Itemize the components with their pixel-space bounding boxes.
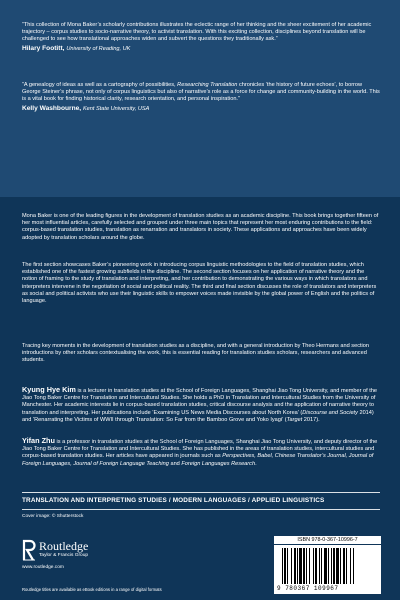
barcode [274,537,381,594]
endorsement [22,82,382,113]
barcode-bar [340,548,341,584]
barcode-bar [350,548,351,584]
endorsement [22,22,382,53]
barcode-bar [321,548,322,584]
editor-name: Kyung Hye Kim [22,385,76,394]
barcode-bar [303,548,305,584]
barcode-bar [284,548,286,584]
barcode-bar [282,548,283,584]
endorsements-panel [0,0,400,197]
barcode-bar [313,548,314,584]
description-paragraph: Tracing key moments in the development of translation studies as a discipline, and with a general introduction by Theo Hermans and section introductions by other scholars contextualising the work, this is essential reading for translation studies scholars, researchers and advanced students. [22,343,370,364]
barcode-bar [306,548,307,584]
barcode-bar [346,548,347,584]
endorsement-author: Kelly Washbourne, [22,104,82,112]
endorsement-quote: “A genealogy of ideas as well as a cartography of possibilities, Researching Translation chronicles ‘the history of future echoes’, to borrow George Steiner’s phrase, not only of corpus linguistics but also of narrative’s role as a force for change and community-building in the world. This is a vital book for finding historical clarity, research orientation, and personal inspiration.” [22,82,380,103]
barcode-bar [287,548,288,584]
endorsement-author: Hilary Footitt, [22,44,65,52]
barcode-bar [324,548,327,584]
ebook-note: Routledge titles are available as eBook editions in a range of digital formats [22,587,162,592]
divider [22,509,380,510]
divider [22,492,380,493]
barcode-bar [343,548,345,584]
endorsement-attribution [22,105,382,113]
barcode-bar [297,548,298,584]
publisher-url: www.routledge.com [22,565,64,570]
routledge-r-logo-icon [22,539,36,561]
editor-bio: Kyung Hye Kim is a lecturer in translation studies at the School of Foreign Languages, Shanghai Jiao Tong University, and member of the Jiao Tong Baker Centre for Translation and Intercultural Studies. She holds a PhD in Translation and Intercultural Studies from the University of Manchester. Her academic interests lie in corpus-based translation studies, critical discourse analysis and the application of narrative theory to translation and interpreting. Her publications include ‘Examining US News Media Discourses about North Korea’ (Discourse and Society 2014) and ‘Renarrating the Victims of WWII through Translation: So Far from the Bamboo Grove and Yoko Iyagi’ (Target 2017). [22,385,378,423]
barcode-bar [319,548,320,584]
isbn: ISBN 978-0-367-10996-7 [274,536,381,544]
barcode-bar [336,548,339,584]
publisher-group: Taylor & Francis Group [39,553,89,558]
barcode-bar [328,548,329,584]
barcode-bar [315,548,317,584]
editor-bio: Yifan Zhu is a professor in translation studies at the School of Foreign Languages, Shanghai Jiao Tong University, and deputy director of the Jiao Tong Baker Centre for Translation and Intercultural Studies. She has published in the areas of translation studies, intercultural studies and corpus-based translation studies. Her articles have appeared in journals such as Perspectives, Babel, Chinese Translator’s Journal, Journal of Foreign Languages, Journal of Foreign Language Teaching and Foreign Languages Research. [22,436,378,467]
barcode-bar [333,548,335,584]
barcode-bar [309,548,310,584]
endorsement-affiliation: University of Reading, UK [66,45,131,52]
description-paragraph: Mona Baker is one of the leading figures in the development of translation studies as an academic discipline. This book brings together fifteen of her most influential articles, carefully selected and grouped under three main topics that represent her most enduring contributions to the field: corpus-based translation studies, translation as renarration and translators in society. These applications and approaches have been widely adopted by translation scholars around the globe. [22,213,379,241]
editor-name: Yifan Zhu [22,436,55,445]
barcode-number: 9 780367 109967 [277,585,339,592]
publisher-name: Routledge [39,539,89,553]
imprint-tagline: an informa business [332,588,370,593]
barcode-bar [299,548,302,584]
endorsement-quote: “This collection of Mona Baker’s scholarly contributions illustrates the eclectic range of her thinking and the sheer excitement of her academic trajectory – corpus studies to socio-narrative theory, to activist translation. With this exciting collection, disciplines beyond translation will be challenged to see how translational approaches widen and subvert the questions they traditionally ask.” [22,22,372,43]
barcode-bar [291,548,292,584]
description-paragraph: The first section showcases Baker’s pioneering work in introducing corpus linguistic methodologies to the field of translation studies, which established one of the fastest growing subfields in the discipline. The second section focuses on her application of narrative theory and the notion of framing to the study of translation and interpreting, and her contribution to demonstrating the various ways in which translators and interpreters intervene in the negotiation of social and political reality. The third and final section discusses the role of translators and interpreters as social and political activists who use their linguistic skills to empower voices made invisible by the global power of English and the politics of language. [22,262,377,305]
barcode-bar [353,548,354,584]
endorsement-affiliation: Kent State University, USA [82,105,150,112]
barcode-bar [331,548,332,584]
publisher-logo [22,537,142,577]
endorsement-attribution [22,45,382,53]
cover-credit: Cover image: © Shutterstock [22,514,84,519]
subject-categories: TRANSLATION AND INTERPRETING STUDIES / MODERN LANGUAGES / APPLIED LINGUISTICS [22,497,325,504]
barcode-bar [294,548,296,584]
barcode-bars [282,548,374,584]
